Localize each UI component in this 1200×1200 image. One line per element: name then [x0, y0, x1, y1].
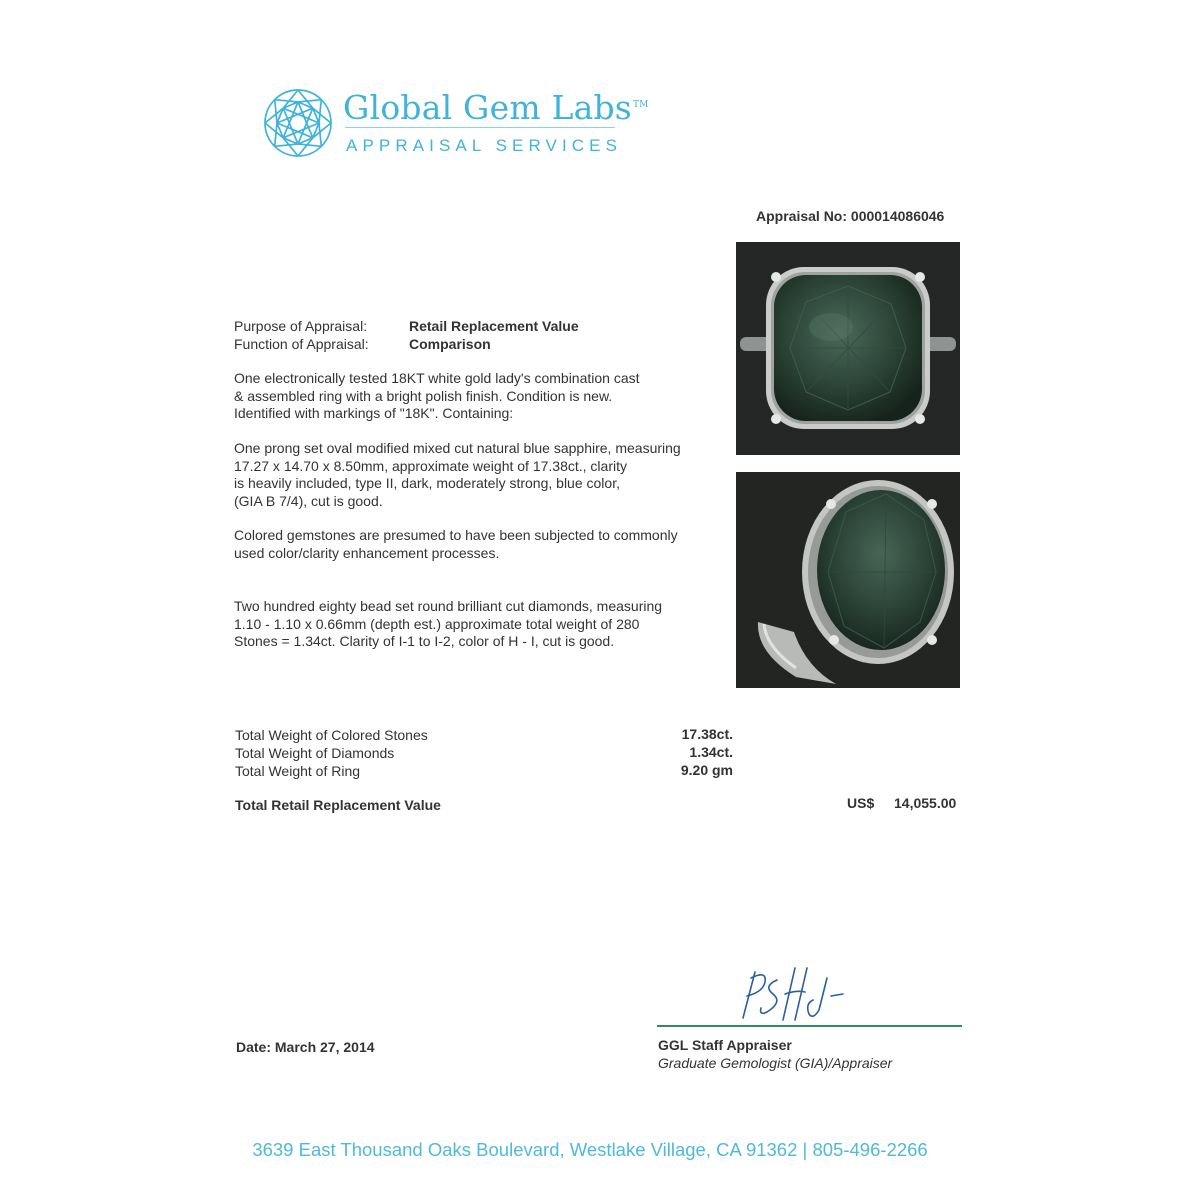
appraiser-credentials: Graduate Gemologist (GIA)/Appraiser	[658, 1055, 893, 1071]
footer-address: 3639 East Thousand Oaks Boulevard, Westlake Village, CA 91362 | 805-496-2266	[252, 1139, 928, 1160]
ring-photo-top-view	[736, 242, 960, 455]
ring-description-line: One electronically tested 18KT white gold lady's combination cast	[234, 370, 640, 386]
ring-description	[234, 370, 724, 423]
diamonds-description	[234, 598, 724, 651]
sapphire-description	[234, 440, 724, 510]
appraiser-signature	[733, 960, 853, 1026]
ring-description-line: Identified with markings of "18K". Containing:	[234, 405, 514, 421]
brand-name-text: Global Gem Labs	[343, 88, 632, 127]
brand-divider	[345, 127, 615, 128]
round-brilliant-diamond-icon	[262, 87, 334, 159]
diamonds-description-line: Stones = 1.34ct. Clarity of I-1 to I-2, color of H - I, cut is good.	[234, 633, 615, 649]
retail-value-label: Total Retail Replacement Value	[235, 797, 441, 813]
total-ring-weight-label: Total Weight of Ring	[235, 763, 361, 779]
total-colored-stones-label: Total Weight of Colored Stones	[235, 727, 428, 743]
signature-line	[657, 1025, 962, 1027]
diamonds-description-line: Two hundred eighty bead set round brilliant cut diamonds, measuring	[234, 598, 663, 614]
function-label: Function of Appraisal:	[234, 336, 369, 352]
ring-photo-side-view	[736, 472, 960, 688]
brand-name	[343, 88, 649, 127]
total-diamonds-label: Total Weight of Diamonds	[235, 745, 395, 761]
brand-subtitle: APPRAISAL SERVICES	[346, 136, 623, 155]
sapphire-description-line: is heavily included, type II, dark, moderately strong, blue color,	[234, 475, 620, 491]
sapphire-description-line: (GIA B 7/4), cut is good.	[234, 492, 383, 509]
appraisal-date: Date: March 27, 2014	[236, 1039, 375, 1055]
total-diamonds-value: 1.34ct.	[689, 744, 733, 760]
sapphire-description-line: One prong set oval modified mixed cut natural blue sapphire, measuring	[234, 440, 681, 456]
ring-description-line: & assembled ring with a bright polish finish. Condition is new.	[234, 387, 613, 404]
brand-trademark: TM	[632, 100, 649, 110]
enhancement-line: used color/clarity enhancement processes.	[234, 544, 500, 561]
purpose-label: Purpose of Appraisal:	[234, 318, 368, 334]
retail-value-amount: 14,055.00	[894, 795, 957, 811]
purpose-value: Retail Replacement Value	[409, 318, 579, 334]
appraiser-title: GGL Staff Appraiser	[658, 1037, 792, 1053]
diamonds-description-line: 1.10 - 1.10 x 0.66mm (depth est.) approximate total weight of 280	[234, 615, 640, 632]
retail-value-currency: US$	[847, 795, 875, 811]
enhancement-line: Colored gemstones are presumed to have been subjected to commonly	[234, 527, 678, 543]
function-value: Comparison	[409, 336, 491, 352]
enhancement-disclosure	[234, 527, 724, 562]
appraisal-number: Appraisal No: 000014086046	[756, 208, 945, 224]
sapphire-description-line: 17.27 x 14.70 x 8.50mm, approximate weight of 17.38ct., clarity	[234, 457, 627, 474]
total-colored-stones-value: 17.38ct.	[681, 726, 733, 742]
total-ring-weight-value: 9.20 gm	[680, 762, 733, 778]
